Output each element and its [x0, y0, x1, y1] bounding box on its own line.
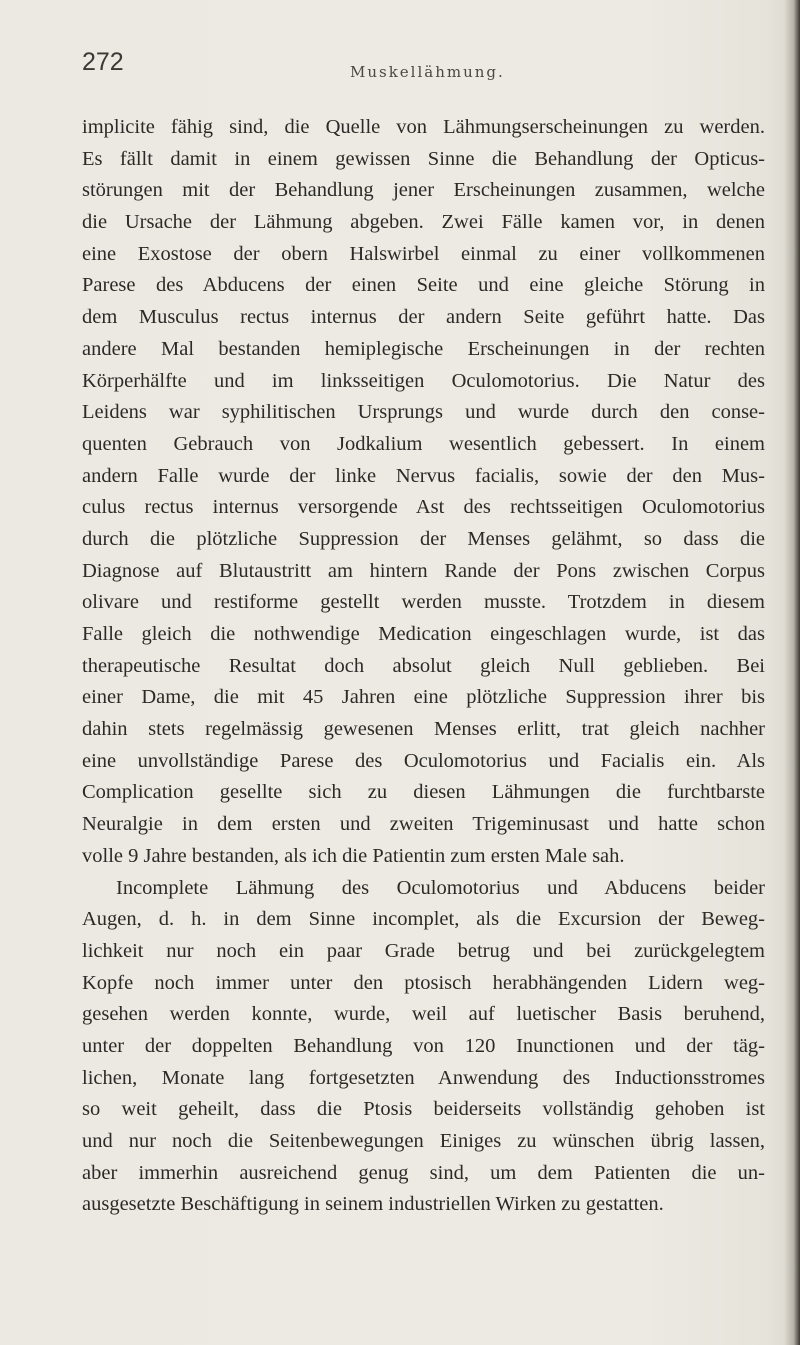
text-line: andern Falle wurde der linke Nervus facialis, sowie der den Mus- [82, 464, 765, 487]
text-line: Körperhälfte und im linksseitigen Oculomotorius. Die Natur des [82, 369, 765, 392]
text-line: therapeutische Resultat doch absolut gleich Null geblieben. Bei [82, 654, 765, 677]
text-line: die Ursache der Lähmung abgeben. Zwei Fälle kamen vor, in denen [82, 211, 765, 234]
text-line: Kopfe noch immer unter den ptosisch herabhängenden Lidern weg- [82, 971, 765, 994]
text-line: Complication gesellte sich zu diesen Lähmungen die furchtbarste [82, 781, 765, 804]
text-line: Diagnose auf Blutaustritt am hintern Rande der Pons zwischen Corpus [82, 559, 765, 582]
text-line: ausgesetzte Beschäftigung in seinem industriellen Wirken zu gestatten. [82, 1193, 664, 1216]
text-line: Neuralgie in dem ersten und zweiten Trigeminusast und hatte schon [82, 813, 765, 836]
text-line: Augen, d. h. in dem Sinne incomplet, als die Excursion der Beweg- [82, 908, 765, 931]
page-edge-shadow [784, 0, 800, 1345]
text-line: eine Exostose der obern Halswirbel einmal zu einer vollkommenen [82, 242, 765, 265]
text-line: quenten Gebrauch von Jodkalium wesentlich gebessert. In einem [82, 432, 765, 455]
text-line: lichkeit nur noch ein paar Grade betrug und bei zurückgelegtem [82, 939, 765, 962]
text-line: Falle gleich die nothwendige Medication eingeschlagen wurde, ist das [82, 623, 765, 645]
text-line: so weit geheilt, dass die Ptosis beiderseits vollständig gehoben ist [82, 1098, 765, 1121]
text-line: olivare und restiforme gestellt werden musste. Trotzdem in diesem [82, 591, 765, 614]
text-line: durch die plötzliche Suppression der Menses gelähmt, so dass die [82, 527, 765, 550]
text-line: einer Dame, die mit 45 Jahren eine plötzliche Suppression ihrer bis [82, 686, 765, 709]
text-line: Incomplete Lähmung des Oculomotorius und Abducens beider [116, 876, 765, 899]
text-line: gesehen werden konnte, wurde, weil auf luetischer Basis beruhend, [82, 1003, 765, 1026]
text-line: Es fällt damit in einem gewissen Sinne die Behandlung der Opticus- [82, 147, 765, 170]
text-line: volle 9 Jahre bestanden, als ich die Patientin zum ersten Male sah. [82, 844, 625, 867]
text-line: eine unvollständige Parese des Oculomotorius und Facialis ein. Als [82, 749, 765, 772]
text-line: lichen, Monate lang fortgesetzten Anwendung des Inductionsstromes [82, 1066, 765, 1089]
text-line: dem Musculus rectus internus der andern Seite geführt hatte. Das [82, 306, 765, 329]
page-number: 272 [82, 48, 124, 76]
text-line: andere Mal bestanden hemiplegische Erscheinungen in der rechten [82, 337, 765, 360]
text-line: culus rectus internus versorgende Ast des rechtsseitigen Oculomotorius [82, 496, 765, 519]
page-header [82, 48, 782, 88]
text-line: Leidens war syphilitischen Ursprungs und wurde durch den conse- [82, 401, 765, 424]
text-line: unter der doppelten Behandlung von 120 Inunctionen und der täg- [82, 1034, 765, 1057]
text-line: aber immerhin ausreichend genug sind, um dem Patienten die un- [82, 1161, 765, 1184]
text-line: störungen mit der Behandlung jener Erscheinungen zusammen, welche [82, 179, 765, 202]
body-text [82, 112, 765, 1221]
text-line: und nur noch die Seitenbewegungen Einiges zu wünschen übrig lassen, [82, 1130, 765, 1152]
text-line: implicite fähig sind, die Quelle von Lähmungserscheinungen zu werden. [82, 116, 765, 138]
text-line: Parese des Abducens der einen Seite und eine gleiche Störung in [82, 274, 765, 297]
text-line: dahin stets regelmässig gewesenen Menses erlitt, trat gleich nachher [82, 718, 765, 741]
running-head: Muskellähmung. [350, 63, 505, 81]
